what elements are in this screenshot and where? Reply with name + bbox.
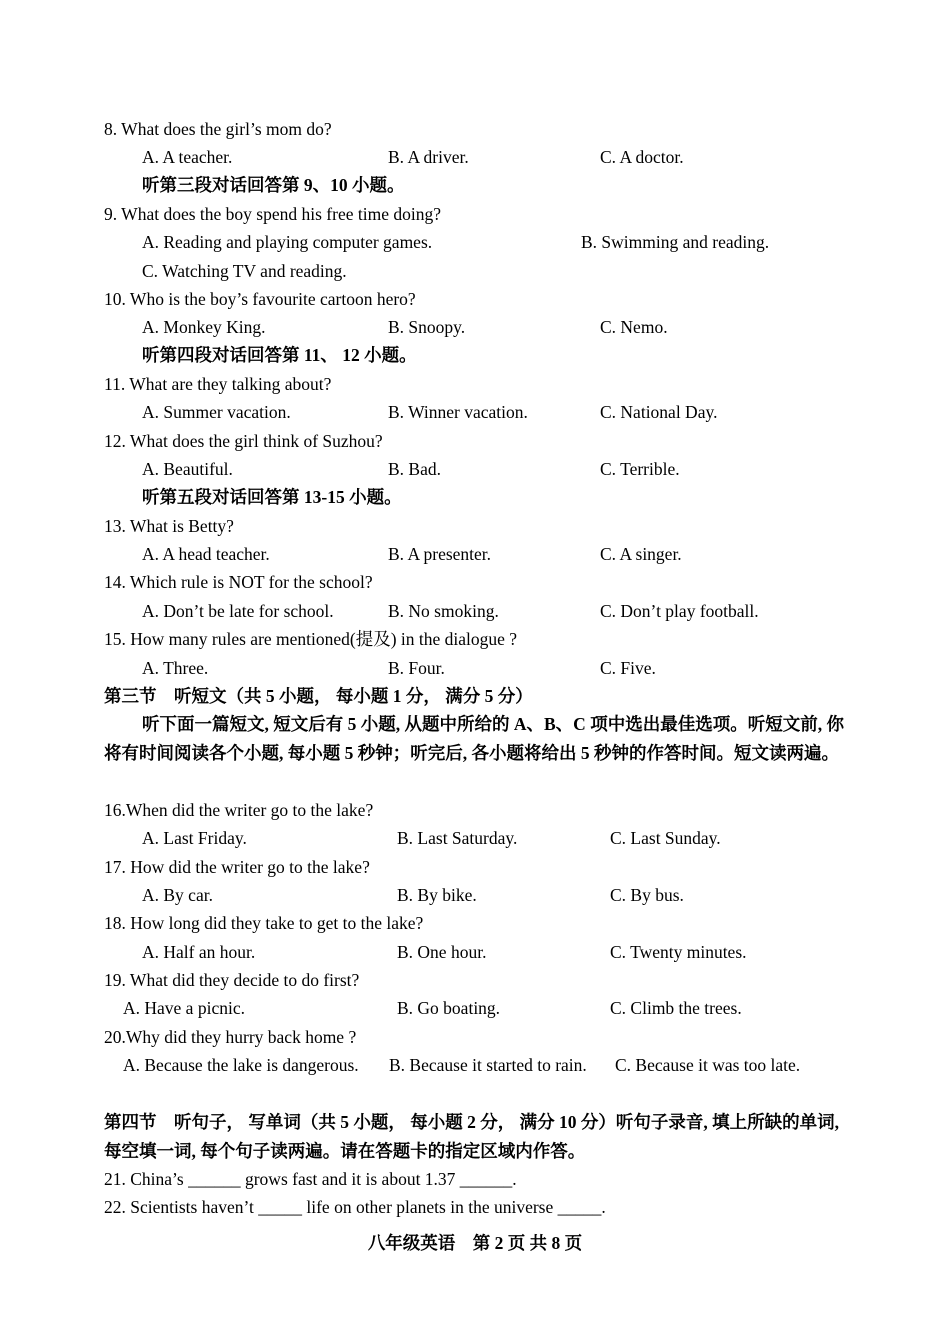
q13-option-c: C. A singer. bbox=[600, 544, 682, 564]
question-17: 17. How did the writer go to the lake? bbox=[104, 857, 370, 877]
section-3-instructions: 听下面一篇短文, 短文后有 5 小题, 从题中所给的 A、B、C 项中选出最佳选项。听短文前, 你将有时间阅读各个小题, 每小题 5 秒钟；听完后, 各小题将给出 5 秒钟的作答时间。短文读两遍。 bbox=[104, 714, 844, 763]
q13-option-a: A. A head teacher. bbox=[142, 544, 270, 564]
q17-option-b: B. By bike. bbox=[397, 885, 477, 905]
question-20: 20.Why did they hurry back home ? bbox=[104, 1027, 357, 1047]
q12-option-a: A. Beautiful. bbox=[142, 459, 233, 479]
q20-option-c: C. Because it was too late. bbox=[615, 1055, 801, 1075]
q16-option-a: A. Last Friday. bbox=[142, 828, 247, 848]
question-19: 19. What did they decide to do first? bbox=[104, 970, 360, 990]
q19-option-a: A. Have a picnic. bbox=[123, 998, 245, 1018]
q17-option-a: A. By car. bbox=[142, 885, 213, 905]
q19-option-c: C. Climb the trees. bbox=[610, 998, 742, 1018]
q18-option-a: A. Half an hour. bbox=[142, 942, 256, 962]
q14-option-a: A. Don’t be late for school. bbox=[142, 601, 334, 621]
dialogue-5-heading: 听第五段对话回答第 13-15 小题。 bbox=[142, 487, 402, 507]
q16-option-c: C. Last Sunday. bbox=[610, 828, 721, 848]
question-18: 18. How long did they take to get to the lake? bbox=[104, 913, 424, 933]
page-footer: 八年级英语 第 2 页 共 8 页 bbox=[367, 1233, 583, 1253]
question-10: 10. Who is the boy’s favourite cartoon hero? bbox=[104, 289, 416, 309]
question-11: 11. What are they talking about? bbox=[104, 374, 332, 394]
question-14: 14. Which rule is NOT for the school? bbox=[104, 572, 373, 592]
q9-option-a: A. Reading and playing computer games. bbox=[142, 232, 433, 252]
q15-option-b: B. Four. bbox=[388, 658, 445, 678]
q18-option-b: B. One hour. bbox=[397, 942, 487, 962]
q15-option-c: C. Five. bbox=[600, 658, 656, 678]
question-16: 16.When did the writer go to the lake? bbox=[104, 800, 374, 820]
q15-option-a: A. Three. bbox=[142, 658, 209, 678]
q13-option-b: B. A presenter. bbox=[388, 544, 492, 564]
q11-option-c: C. National Day. bbox=[600, 402, 718, 422]
section-4-text: 第四节 听句子， 写单词（共 5 小题， 每小题 2 分， 满分 10 分）听句子录音, 填上所缺的单词, 每空填一词, 每个句子读两遍。请在答题卡的指定区域内作答。 bbox=[104, 1112, 839, 1161]
question-22: 22. Scientists haven’t _____ life on other planets in the universe _____. bbox=[104, 1197, 606, 1217]
q19-option-b: B. Go boating. bbox=[397, 998, 501, 1018]
q12-option-b: B. Bad. bbox=[388, 459, 441, 479]
q14-option-c: C. Don’t play football. bbox=[600, 601, 759, 621]
q16-option-b: B. Last Saturday. bbox=[397, 828, 518, 848]
q8-option-b: B. A driver. bbox=[388, 147, 469, 167]
q12-option-c: C. Terrible. bbox=[600, 459, 680, 479]
question-13: 13. What is Betty? bbox=[104, 516, 234, 536]
q9-option-c: C. Watching TV and reading. bbox=[142, 261, 347, 281]
question-8: 8. What does the girl’s mom do? bbox=[104, 119, 332, 139]
question-9: 9. What does the boy spend his free time doing? bbox=[104, 204, 441, 224]
question-12: 12. What does the girl think of Suzhou? bbox=[104, 431, 383, 451]
q17-option-c: C. By bus. bbox=[610, 885, 684, 905]
q8-option-c: C. A doctor. bbox=[600, 147, 684, 167]
q14-option-b: B. No smoking. bbox=[388, 601, 499, 621]
q11-option-a: A. Summer vacation. bbox=[142, 402, 291, 422]
dialogue-4-heading: 听第四段对话回答第 11、 12 小题。 bbox=[142, 345, 417, 365]
q18-option-c: C. Twenty minutes. bbox=[610, 942, 747, 962]
question-15: 15. How many rules are mentioned(提及) in the dialogue ? bbox=[104, 629, 518, 649]
q20-option-b: B. Because it started to rain. bbox=[389, 1055, 587, 1075]
q8-option-a: A. A teacher. bbox=[142, 147, 233, 167]
q10-option-c: C. Nemo. bbox=[600, 317, 668, 337]
q9-option-b: B. Swimming and reading. bbox=[581, 232, 770, 252]
q20-option-a: A. Because the lake is dangerous. bbox=[123, 1055, 359, 1075]
question-21: 21. China’s ______ grows fast and it is about 1.37 ______. bbox=[104, 1169, 517, 1189]
q10-option-b: B. Snoopy. bbox=[388, 317, 466, 337]
dialogue-3-heading: 听第三段对话回答第 9、10 小题。 bbox=[142, 175, 405, 195]
q11-option-b: B. Winner vacation. bbox=[388, 402, 528, 422]
section-3-title: 第三节 听短文（共 5 小题， 每小题 1 分， 满分 5 分） bbox=[104, 686, 533, 706]
q10-option-a: A. Monkey King. bbox=[142, 317, 266, 337]
